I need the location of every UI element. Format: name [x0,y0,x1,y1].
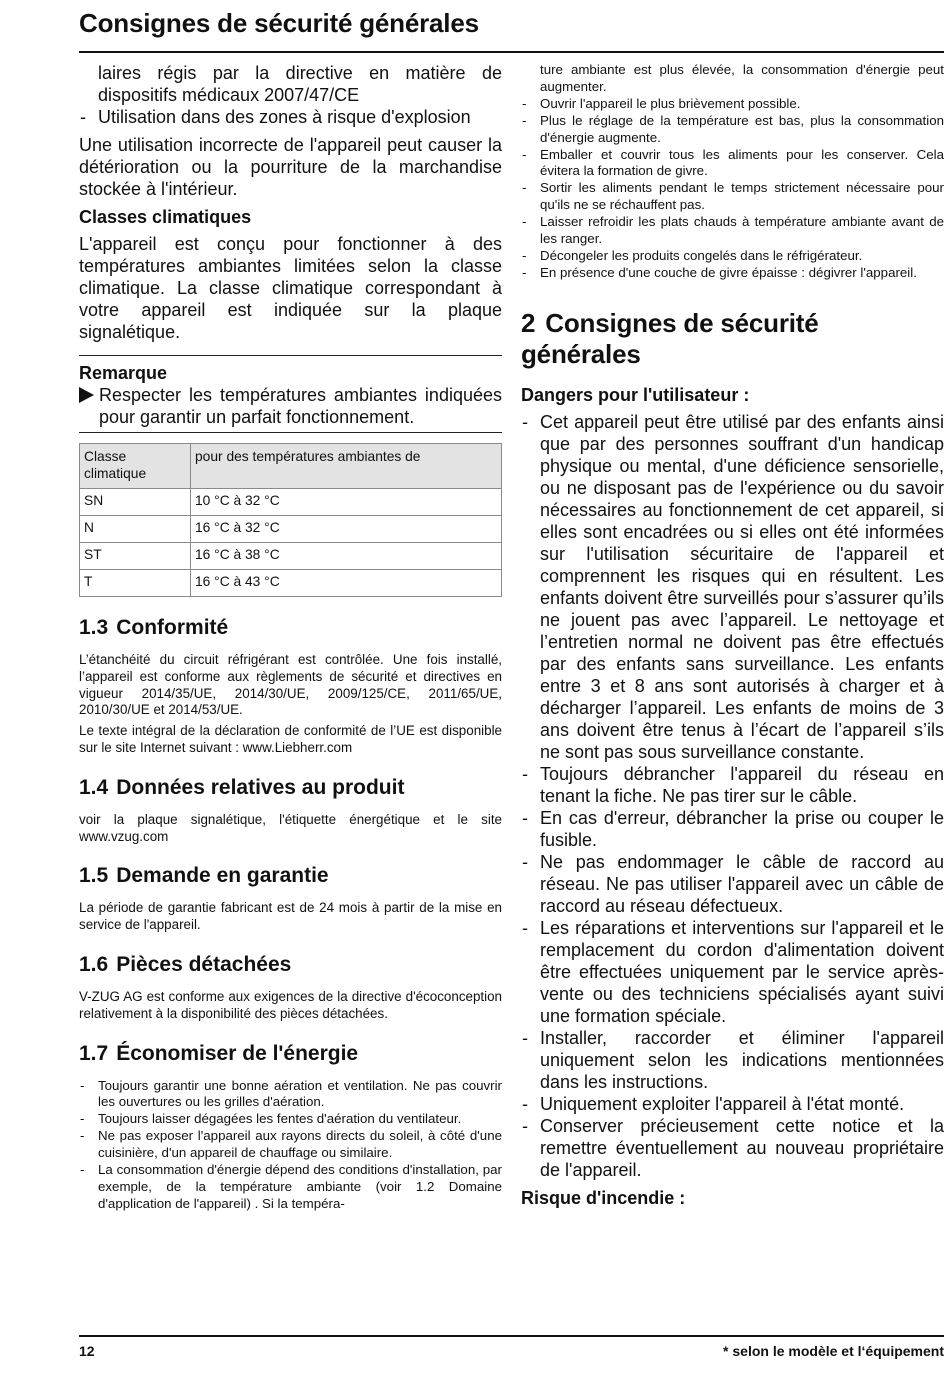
section-number: 1.7 [79,1041,109,1065]
dangers-list [521,411,944,1181]
table-row [80,543,502,570]
list-item: - Toujours garantir une bonne aération et ventilation. Ne pas couvrir les ouvertures ou les grilles d'aération. [79,1078,502,1112]
table-cell: 16 °C à 38 °C [191,543,502,570]
table-cell: T [80,570,191,597]
list-item: - Sortir les aliments pendant le temps strictement nécessaire pour qu'ils ne se réchauffent pas. [521,180,944,214]
list-item: - Cet appareil peut être utilisé par des enfants ainsi que par des personnes souffrant d'un handicap physique ou mental, d'une déficience sensorielle, ou ne disposant pas de l'expérience ou du savoir nécessaires au fonctionnement de cet appareil, si elles sont encadrées ou si elles ont été informées sur l'utilisation sécuritaire de l'appareil et comprennent les risques qui en résultent. Les enfants doivent être surveillés pour s’assurer qu’ils ne jouent pas avec l’appareil. Le nettoyage et l’entretien normal ne doivent pas être effectués par des enfants sans surveillance. Les enfants entre 3 et 8 ans sont autorisés à charger et à décharger l’appareil. Les enfants de moins de 3 ans doivent être tenus à l’écart de l’appareil s’ils ne sont pas sous surveillance constante. [521,411,944,763]
table-header-cell: Classe climatique [80,444,191,489]
table-cell: SN [80,489,191,516]
list-item: - Conserver précieusement cette notice et la remettre éventuellement au nouveau propriétaire de l'appareil. [521,1115,944,1181]
section-heading-conformite [79,615,502,641]
note-box [79,355,502,433]
table-cell: N [80,516,191,543]
conformite-paragraph-2: Le texte intégral de la déclaration de conformité de l’UE est disponible sur le site Internet suivant : www.Liebherr.com [79,723,502,755]
table-row [80,570,502,597]
section-title: Demande en garantie [116,864,329,888]
list-item: - Emballer et couvrir tous les aliments pour les conserver. Cela évitera la formation de givre. [521,147,944,181]
footnote: * selon le modèle et l‘équipement [723,1343,944,1359]
list-item: - Toujours débrancher l'appareil du réseau en tenant la fiche. Ne pas tirer sur le câble. [521,763,944,807]
table-cell: ST [80,543,191,570]
dangers-heading: Dangers pour l'utilisateur : [521,384,750,405]
table-cell: 10 °C à 32 °C [191,489,502,516]
misuse-paragraph: Une utilisation incorrecte de l'appareil peut causer la détérioration ou la pourriture de la marchandise stockée à l'intérieur. [79,135,502,199]
section-title: Conformité [116,616,229,639]
page-header [79,0,944,53]
chapter-title: Consignes de sécurité générales [521,307,819,369]
list-item: - Utilisation dans des zones à risque d'explosion [79,106,502,128]
list-item: - Toujours laisser dégagées les fentes d'aération du ventilateur. [79,1111,502,1128]
section-number: 1.3 [79,616,109,639]
chapter-heading [521,308,944,370]
list-item-continuation: laires régis par la directive en matière de dispositifs médicaux 2007/47/CE [98,63,502,105]
energy-tips-list [79,1078,502,1213]
section-title: Pièces détachées [116,952,292,976]
list-item: - Ouvrir l'appareil le plus brièvement possible. [521,96,944,113]
climate-paragraph: L'appareil est conçu pour fonctionner à des températures ambiantes limitées selon la classe climatique. La classe climatique correspondant à votre appareil est indiquée sur la plaque signalétique. [79,234,502,342]
section-number: 1.5 [79,864,109,888]
note-text: Respecter les températures ambiantes indiquées pour garantir un parfait fonctionnement. [99,385,502,427]
table-header-row [80,444,502,489]
list-item: - En présence d'une couche de givre épaisse : dégivrer l'appareil. [521,265,944,282]
list-item: - Laisser refroidir les plats chauds à température ambiante avant de les ranger. [521,214,944,248]
chapter-number: 2 [521,307,536,338]
list-item: - Installer, raccorder et éliminer l'appareil uniquement selon les indications mentionnées dans les instructions. [521,1027,944,1093]
donnees-paragraph: voir la plaque signalétique, l'étiquette énergétique et le site www.vzug.com [79,811,502,844]
climate-class-table [79,443,502,597]
list-item-continuation: ture ambiante est plus élevée, la consommation d'énergie peut augmenter. [540,62,944,94]
page-footer [79,1335,944,1359]
section-title: Données relatives au produit [116,775,405,799]
garantie-paragraph: La période de garantie fabricant est de 24 mois à partir de la mise en service de l'appareil. [79,900,502,933]
list-item: - En cas d'erreur, débrancher la prise ou couper le fusible. [521,807,944,851]
section-number: 1.6 [79,952,109,976]
list-item: - Uniquement exploiter l'appareil à l'état monté. [521,1093,944,1115]
section-heading-garantie [79,863,502,889]
conformite-paragraph-1: L’étanchéité du circuit réfrigérant est contrôlée. Une fois installé, l’appareil est conforme aux règlements de sécurité et directives en vigueur 2014/35/UE, 2014/30/UE, 2009/125/CE, 2011/65/UE, 2010/30/UE et 2014/53/UE. [79,652,502,718]
energy-tips-list-continued [521,96,944,282]
pieces-paragraph: V-ZUG AG est conforme aux exigences de la directive d'écoconception relativement à la disponibilité des pièces détachées. [79,988,502,1021]
section-heading-energie [79,1041,502,1067]
note-text-wrapper [79,384,502,428]
climate-heading: Classes climatiques [79,207,252,227]
table-header-cell: pour des températures ambiantes de [191,444,502,489]
list-item: - Ne pas endommager le câble de raccord au réseau. Ne pas utiliser l'appareil avec un câble de raccord au réseau défectueux. [521,851,944,917]
section-number: 1.4 [79,775,109,799]
table-row [80,516,502,543]
page-title: Consignes de sécurité générales [79,8,479,38]
left-column [79,62,502,1213]
note-title: Remarque [79,363,168,383]
table-row [80,489,502,516]
section-heading-pieces [79,952,502,978]
list-item: - Décongeler les produits congelés dans le réfrigérateur. [521,248,944,265]
page-number: 12 [79,1343,95,1359]
arrow-right-icon [79,387,94,403]
usage-list [79,106,502,128]
list-item: - La consommation d'énergie dépend des conditions d'installation, par exemple, de la température ambiante (voir 1.2 Domaine d'application de l'appareil) . Si la tempéra- [79,1162,502,1213]
table-cell: 16 °C à 32 °C [191,516,502,543]
fire-risk-heading: Risque d'incendie : [521,1187,686,1208]
list-item: - Plus le réglage de la température est bas, plus la consommation d'énergie augmente. [521,113,944,147]
list-item: - Les réparations et interventions sur l'appareil et le remplacement du cordon d'alimentation doivent être effectuées uniquement par le service après-vente ou des techniciens spécialisés ayant suivi une formation spéciale. [521,917,944,1027]
table-cell: 16 °C à 43 °C [191,570,502,597]
section-heading-donnees [79,775,502,801]
section-title: Économiser de l'énergie [116,1041,359,1065]
right-column [521,62,944,1214]
list-item: - Ne pas exposer l'appareil aux rayons directs du soleil, à côté d'une cuisinière, d'un appareil de chauffage ou similaire. [79,1128,502,1162]
